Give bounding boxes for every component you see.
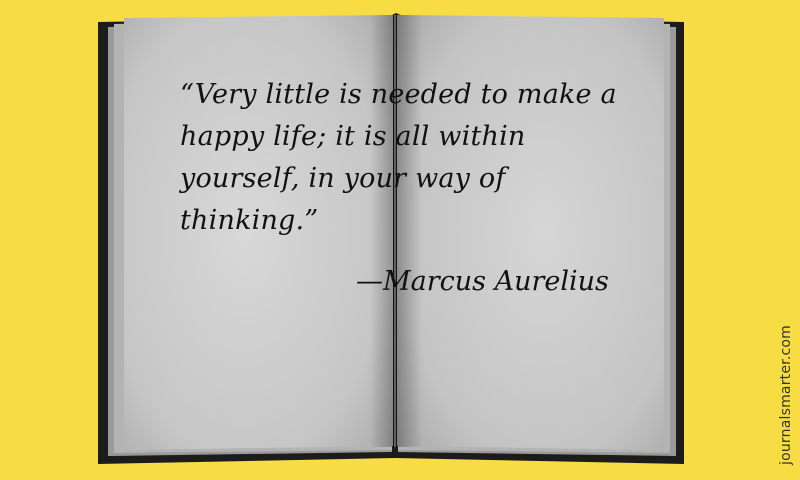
- site-watermark: journalsmarter.com: [778, 325, 794, 465]
- quote-author: —Marcus Aurelius: [356, 266, 609, 297]
- quote-text: “Very little is needed to make a happy life; it is all within yourself, in your way of thinking.”: [180, 79, 617, 236]
